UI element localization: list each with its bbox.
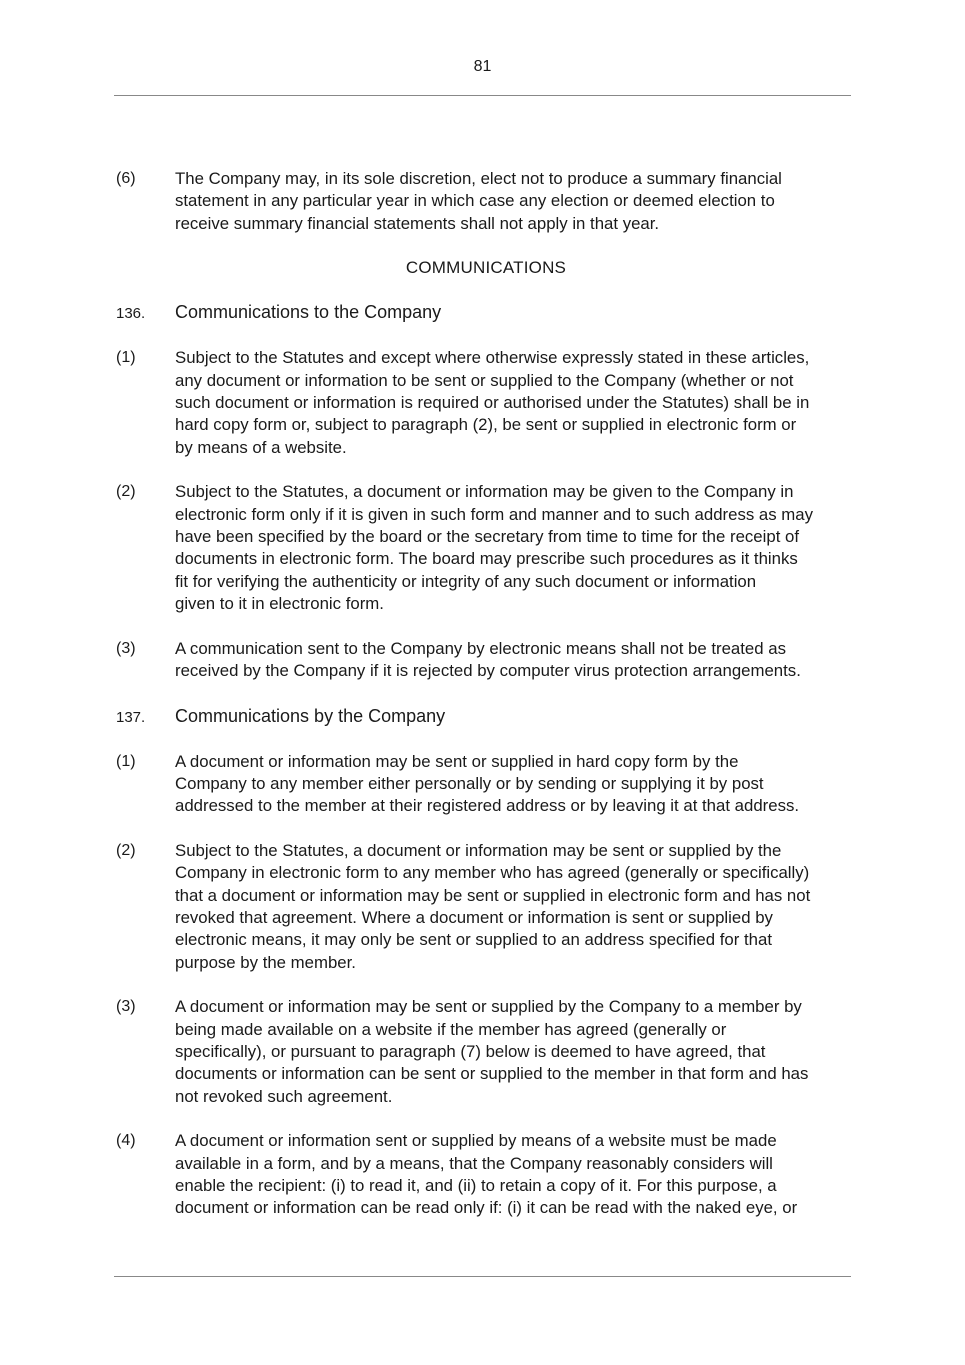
article-title: Communications to the Company bbox=[175, 302, 442, 323]
paragraph-6 bbox=[116, 168, 856, 235]
header-divider bbox=[114, 95, 851, 96]
article-number: 136. bbox=[116, 305, 146, 323]
article-137-heading bbox=[116, 705, 856, 729]
paragraph-number: (3) bbox=[116, 639, 136, 657]
section-title: COMMUNICATIONS bbox=[405, 258, 567, 278]
article-136-paragraph-3 bbox=[116, 638, 856, 683]
article-136-paragraph-2 bbox=[116, 481, 856, 615]
paragraph-number: (3) bbox=[116, 998, 136, 1016]
paragraph-text: The Company may, in its sole discretion, elect not to produce a summary financial statement in any particular year in which case any election or deemed election to receive summary financial statements shall not apply in that year. bbox=[175, 169, 782, 233]
footer-divider bbox=[114, 1276, 851, 1277]
article-137-paragraph-1 bbox=[116, 751, 856, 818]
paragraph-text: Subject to the Statutes and except where otherwise expressly stated in these articles, any document or information to be sent or supplied to the Company (whether or not such document or information is required or authorised under the Statutes) shall be in hard copy form or, subject to paragraph (2), be sent or supplied in electronic form or by means of a website. bbox=[175, 348, 810, 457]
paragraph-text: A document or information may be sent or supplied in hard copy form by the Company to any member either personally or by sending or supplying it by post addressed to the member at their registered address or by leaving it at that address. bbox=[175, 751, 800, 816]
article-137-paragraph-3 bbox=[116, 996, 856, 1108]
article-137-paragraph-2 bbox=[116, 840, 856, 974]
paragraph-text: A document or information may be sent or supplied by the Company to a member by being made available on a website if the member has agreed (generally or specifically), or pursuant to paragraph (7) below is deemed to have agreed, that documents or information can be sent or supplied to the member in that form and has not revoked such agreement. bbox=[175, 997, 809, 1106]
page-number: 81 bbox=[473, 58, 492, 75]
paragraph-number: (1) bbox=[116, 752, 136, 770]
document-body bbox=[116, 168, 856, 1242]
paragraph-text: Subject to the Statutes, a document or information may be sent or supplied by the Company in electronic form to any member who has agreed (generally or specifically) that a document or information may be sent or supplied in electronic form and has not revoked that agreement. Where a document or information is sent or supplied by electronic means, it may only be sent or supplied to an address specified for that purpose by the member. bbox=[175, 840, 811, 972]
paragraph-number: (1) bbox=[116, 349, 136, 367]
paragraph-text: A communication sent to the Company by electronic means shall not be treated as received by the Company if it is rejected by computer virus protection arrangements. bbox=[175, 638, 801, 681]
article-136-heading bbox=[116, 301, 856, 325]
article-136-paragraph-1 bbox=[116, 347, 856, 459]
paragraph-number: (4) bbox=[116, 1132, 136, 1150]
article-title: Communications by the Company bbox=[175, 705, 446, 726]
paragraph-number: (6) bbox=[116, 170, 136, 187]
article-number: 137. bbox=[116, 708, 146, 726]
paragraph-text: Subject to the Statutes, a document or information may be given to the Company in electronic form only if it is given in such form and manner and to such address as may have been specified by the board or the secretary from time to time for the receipt of documents in electronic form. The board may prescribe such procedures as it thinks fit for verifying the authenticity or integrity of any such document or information given to it in electronic form. bbox=[175, 482, 813, 614]
paragraph-number: (2) bbox=[116, 841, 136, 859]
article-137-paragraph-4 bbox=[116, 1130, 856, 1220]
paragraph-text: A document or information sent or supplied by means of a website must be made available in a form, and by a means, that the Company reasonably considers will enable the recipient: (i) to read it, and (ii) to retain a copy of it. For this purpose, a document or information can be read only if: (i) it can be read with the naked eye, or bbox=[175, 1131, 798, 1218]
paragraph-number: (2) bbox=[116, 483, 136, 501]
